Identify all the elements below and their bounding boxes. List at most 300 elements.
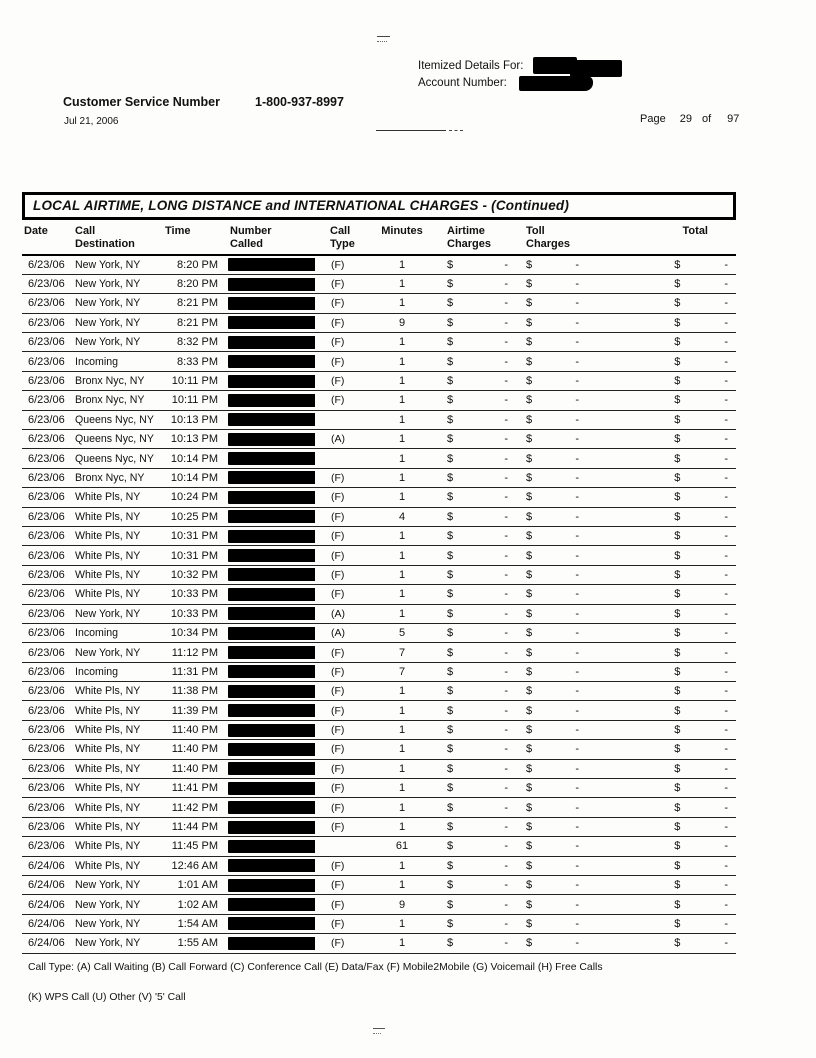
call-row <box>22 546 736 565</box>
cell-date: 6/23/06 <box>22 274 72 293</box>
call-row <box>22 274 736 293</box>
dollar-sign: $ <box>447 937 454 950</box>
redacted-phone-number <box>228 898 315 911</box>
dollar-sign: $ <box>674 782 681 795</box>
dollar-sign: $ <box>674 375 681 388</box>
cell-air-charge <box>437 468 522 487</box>
cell-minutes: 4 <box>367 507 437 526</box>
dollar-sign: $ <box>447 394 454 407</box>
dollar-sign: $ <box>674 704 681 717</box>
cell-toll-charge <box>522 371 607 390</box>
cell-toll-charge <box>522 410 607 429</box>
cell-call-destination: Queens Nyc, NY <box>72 449 160 468</box>
redacted-customer-name <box>570 60 622 77</box>
cell-air-charge <box>437 759 522 778</box>
cell-number-called <box>220 546 315 565</box>
charge-value: - <box>504 278 508 291</box>
charge-value: - <box>504 821 508 834</box>
dollar-sign: $ <box>526 801 533 814</box>
cell-date: 6/23/06 <box>22 526 72 545</box>
cell-total-charge <box>607 546 736 565</box>
dollar-sign: $ <box>526 278 533 291</box>
dollar-sign: $ <box>447 549 454 562</box>
redacted-phone-number <box>228 530 315 543</box>
cell-number-called <box>220 313 315 332</box>
cell-minutes: 7 <box>367 643 437 662</box>
charge-value: - <box>504 607 508 620</box>
cell-toll-charge <box>522 779 607 798</box>
cell-number-called <box>220 759 315 778</box>
cell-call-destination: White Pls, NY <box>72 759 160 778</box>
cell-toll-charge <box>522 837 607 856</box>
cell-call-destination: Incoming <box>72 352 160 371</box>
cell-total-charge <box>607 914 736 933</box>
charge-value: - <box>724 782 728 795</box>
cell-minutes: 1 <box>367 934 437 953</box>
cell-total-charge <box>607 333 736 352</box>
cell-total-charge <box>607 740 736 759</box>
cell-call-destination: Bronx Nyc, NY <box>72 468 160 487</box>
charge-value: - <box>724 646 728 659</box>
charge-value: - <box>575 665 579 678</box>
cell-call-type: (F) <box>315 759 367 778</box>
cell-call-type <box>315 837 367 856</box>
cell-call-type: (F) <box>315 313 367 332</box>
charge-value: - <box>724 452 728 465</box>
cell-number-called <box>220 701 315 720</box>
charge-value: - <box>575 530 579 543</box>
charges-table-section <box>22 192 736 954</box>
redacted-phone-number <box>228 743 315 756</box>
cell-call-destination: White Pls, NY <box>72 837 160 856</box>
charge-value: - <box>724 375 728 388</box>
charge-value: - <box>504 665 508 678</box>
charge-value: - <box>724 433 728 446</box>
charge-value: - <box>575 491 579 504</box>
cell-air-charge <box>437 333 522 352</box>
cell-air-charge <box>437 585 522 604</box>
cell-total-charge <box>607 682 736 701</box>
cell-air-charge <box>437 274 522 293</box>
cell-time: 11:40 PM <box>160 740 220 759</box>
cell-minutes: 1 <box>367 274 437 293</box>
cell-toll-charge <box>522 682 607 701</box>
cell-date: 6/23/06 <box>22 255 72 274</box>
charge-value: - <box>504 724 508 737</box>
call-row <box>22 798 736 817</box>
dollar-sign: $ <box>674 724 681 737</box>
cell-toll-charge <box>522 352 607 371</box>
cell-time: 10:31 PM <box>160 526 220 545</box>
dollar-sign: $ <box>526 762 533 775</box>
redacted-phone-number <box>228 859 315 872</box>
cell-total-charge <box>607 294 736 313</box>
cell-air-charge <box>437 701 522 720</box>
cell-number-called <box>220 352 315 371</box>
cell-minutes: 61 <box>367 837 437 856</box>
cell-date: 6/23/06 <box>22 740 72 759</box>
charge-value: - <box>504 413 508 426</box>
page-of-label: of <box>701 113 712 125</box>
scan-artifact <box>373 1028 385 1029</box>
cell-minutes: 1 <box>367 856 437 875</box>
cell-call-type: (F) <box>315 294 367 313</box>
charge-value: - <box>504 704 508 717</box>
charge-value: - <box>504 859 508 872</box>
cell-call-destination: Bronx Nyc, NY <box>72 371 160 390</box>
dollar-sign: $ <box>674 355 681 368</box>
charge-value: - <box>575 452 579 465</box>
cell-time: 10:24 PM <box>160 488 220 507</box>
cell-air-charge <box>437 798 522 817</box>
cell-air-charge <box>437 662 522 681</box>
charge-value: - <box>504 316 508 329</box>
charge-value: - <box>575 937 579 950</box>
dollar-sign: $ <box>674 413 681 426</box>
charge-value: - <box>724 840 728 853</box>
cell-total-charge <box>607 798 736 817</box>
cell-minutes: 1 <box>367 526 437 545</box>
cell-air-charge <box>437 391 522 410</box>
cell-air-charge <box>437 313 522 332</box>
cell-date: 6/23/06 <box>22 798 72 817</box>
cell-toll-charge <box>522 817 607 836</box>
cell-total-charge <box>607 449 736 468</box>
charge-value: - <box>724 316 728 329</box>
cell-toll-charge <box>522 643 607 662</box>
charge-value: - <box>504 336 508 349</box>
charge-value: - <box>504 471 508 484</box>
cell-toll-charge <box>522 546 607 565</box>
cell-time: 11:38 PM <box>160 682 220 701</box>
charge-value: - <box>724 394 728 407</box>
charge-value: - <box>575 917 579 930</box>
cell-call-type: (F) <box>315 565 367 584</box>
cell-call-type: (F) <box>315 662 367 681</box>
dollar-sign: $ <box>674 297 681 310</box>
charge-value: - <box>724 859 728 872</box>
cell-air-charge <box>437 430 522 449</box>
charge-value: - <box>724 355 728 368</box>
dollar-sign: $ <box>526 568 533 581</box>
dollar-sign: $ <box>447 879 454 892</box>
cell-minutes: 1 <box>367 779 437 798</box>
cell-toll-charge <box>522 623 607 642</box>
charge-value: - <box>575 627 579 640</box>
cell-total-charge <box>607 701 736 720</box>
cell-date: 6/23/06 <box>22 333 72 352</box>
redacted-phone-number <box>228 394 315 407</box>
page-current: 29 <box>679 113 692 125</box>
redacted-phone-number <box>228 646 315 659</box>
dollar-sign: $ <box>526 316 533 329</box>
dollar-sign: $ <box>447 762 454 775</box>
cell-call-destination: New York, NY <box>72 274 160 293</box>
cell-minutes: 1 <box>367 333 437 352</box>
redacted-phone-number <box>228 627 315 640</box>
dollar-sign: $ <box>447 336 454 349</box>
cell-time: 10:13 PM <box>160 430 220 449</box>
cell-air-charge <box>437 740 522 759</box>
charge-value: - <box>724 821 728 834</box>
dollar-sign: $ <box>526 471 533 484</box>
redacted-phone-number <box>228 879 315 892</box>
cell-call-destination: White Pls, NY <box>72 546 160 565</box>
cell-number-called <box>220 876 315 895</box>
charge-value: - <box>575 568 579 581</box>
call-row <box>22 430 736 449</box>
cell-date: 6/23/06 <box>22 604 72 623</box>
dollar-sign: $ <box>674 762 681 775</box>
dollar-sign: $ <box>526 297 533 310</box>
cell-time: 11:41 PM <box>160 779 220 798</box>
cell-call-destination: White Pls, NY <box>72 526 160 545</box>
charge-value: - <box>724 762 728 775</box>
call-row <box>22 856 736 875</box>
cell-total-charge <box>607 856 736 875</box>
dollar-sign: $ <box>674 588 681 601</box>
charge-value: - <box>575 646 579 659</box>
cell-time: 11:44 PM <box>160 817 220 836</box>
dollar-sign: $ <box>526 258 533 271</box>
charge-value: - <box>504 898 508 911</box>
cell-number-called <box>220 779 315 798</box>
charge-value: - <box>575 413 579 426</box>
cell-call-type: (F) <box>315 255 367 274</box>
cell-total-charge <box>607 526 736 545</box>
cell-total-charge <box>607 604 736 623</box>
dollar-sign: $ <box>447 530 454 543</box>
cell-time: 8:21 PM <box>160 313 220 332</box>
cell-air-charge <box>437 449 522 468</box>
cell-time: 10:11 PM <box>160 371 220 390</box>
cell-time: 10:14 PM <box>160 468 220 487</box>
cell-call-destination: White Pls, NY <box>72 682 160 701</box>
cell-minutes: 1 <box>367 817 437 836</box>
cell-time: 10:31 PM <box>160 546 220 565</box>
cell-date: 6/23/06 <box>22 565 72 584</box>
cell-date: 6/23/06 <box>22 430 72 449</box>
dollar-sign: $ <box>526 355 533 368</box>
charge-value: - <box>575 394 579 407</box>
cell-call-destination: White Pls, NY <box>72 507 160 526</box>
cell-date: 6/23/06 <box>22 817 72 836</box>
cell-time: 8:20 PM <box>160 255 220 274</box>
call-row <box>22 701 736 720</box>
cell-toll-charge <box>522 701 607 720</box>
dollar-sign: $ <box>526 685 533 698</box>
charge-value: - <box>724 704 728 717</box>
redacted-phone-number <box>228 607 315 620</box>
dollar-sign: $ <box>447 859 454 872</box>
dollar-sign: $ <box>447 588 454 601</box>
dollar-sign: $ <box>526 375 533 388</box>
cell-number-called <box>220 526 315 545</box>
cell-date: 6/23/06 <box>22 662 72 681</box>
cell-toll-charge <box>522 294 607 313</box>
dollar-sign: $ <box>447 665 454 678</box>
cell-call-destination: White Pls, NY <box>72 720 160 739</box>
cell-minutes: 1 <box>367 798 437 817</box>
dollar-sign: $ <box>674 568 681 581</box>
cell-call-destination: Queens Nyc, NY <box>72 410 160 429</box>
cell-time: 8:21 PM <box>160 294 220 313</box>
call-row <box>22 333 736 352</box>
table-header-row <box>22 223 736 255</box>
call-row <box>22 352 736 371</box>
cell-total-charge <box>607 507 736 526</box>
dollar-sign: $ <box>674 258 681 271</box>
cell-time: 1:54 AM <box>160 914 220 933</box>
cell-minutes: 1 <box>367 759 437 778</box>
cell-total-charge <box>607 352 736 371</box>
cell-call-type: (F) <box>315 701 367 720</box>
cell-time: 1:55 AM <box>160 934 220 953</box>
cell-minutes: 1 <box>367 371 437 390</box>
col-header-dest: Call Destination <box>72 223 160 255</box>
cell-number-called <box>220 837 315 856</box>
dollar-sign: $ <box>447 297 454 310</box>
redacted-phone-number <box>228 297 315 310</box>
dollar-sign: $ <box>674 627 681 640</box>
cell-toll-charge <box>522 565 607 584</box>
dollar-sign: $ <box>674 743 681 756</box>
cell-number-called <box>220 449 315 468</box>
cell-air-charge <box>437 643 522 662</box>
cell-minutes: 1 <box>367 604 437 623</box>
cell-date: 6/23/06 <box>22 585 72 604</box>
cell-date: 6/24/06 <box>22 876 72 895</box>
cell-date: 6/24/06 <box>22 914 72 933</box>
cell-toll-charge <box>522 662 607 681</box>
call-row <box>22 391 736 410</box>
cell-date: 6/23/06 <box>22 468 72 487</box>
cell-number-called <box>220 643 315 662</box>
cell-number-called <box>220 798 315 817</box>
table-title: LOCAL AIRTIME, LONG DISTANCE and INTERNATIONAL CHARGES - (Continued) <box>22 192 736 220</box>
charge-value: - <box>724 413 728 426</box>
dollar-sign: $ <box>447 375 454 388</box>
dollar-sign: $ <box>447 743 454 756</box>
charge-value: - <box>504 588 508 601</box>
cell-time: 12:46 AM <box>160 856 220 875</box>
cell-call-type: (F) <box>315 876 367 895</box>
cell-call-destination: White Pls, NY <box>72 740 160 759</box>
customer-service-line <box>63 95 344 109</box>
cell-date: 6/23/06 <box>22 623 72 642</box>
cell-air-charge <box>437 720 522 739</box>
call-row <box>22 526 736 545</box>
dollar-sign: $ <box>526 821 533 834</box>
charge-value: - <box>575 879 579 892</box>
cell-total-charge <box>607 623 736 642</box>
cell-air-charge <box>437 876 522 895</box>
dollar-sign: $ <box>674 646 681 659</box>
charge-value: - <box>575 898 579 911</box>
account-number-label: Account Number: <box>418 77 507 89</box>
charge-value: - <box>724 297 728 310</box>
scan-artifact <box>377 41 387 42</box>
cell-call-type: (F) <box>315 740 367 759</box>
cell-minutes: 1 <box>367 294 437 313</box>
redacted-phone-number <box>228 588 315 601</box>
cell-minutes: 1 <box>367 914 437 933</box>
cell-minutes: 1 <box>367 740 437 759</box>
charge-value: - <box>504 685 508 698</box>
charge-value: - <box>575 297 579 310</box>
cell-air-charge <box>437 526 522 545</box>
cell-call-type: (F) <box>315 895 367 914</box>
col-header-date: Date <box>22 223 72 255</box>
call-row <box>22 585 736 604</box>
cell-number-called <box>220 410 315 429</box>
dollar-sign: $ <box>674 394 681 407</box>
scan-artifact <box>377 36 390 37</box>
cell-time: 10:11 PM <box>160 391 220 410</box>
dollar-sign: $ <box>447 704 454 717</box>
cell-toll-charge <box>522 934 607 953</box>
cell-toll-charge <box>522 895 607 914</box>
cell-toll-charge <box>522 274 607 293</box>
cell-time: 11:42 PM <box>160 798 220 817</box>
dollar-sign: $ <box>447 491 454 504</box>
dollar-sign: $ <box>447 917 454 930</box>
cell-toll-charge <box>522 449 607 468</box>
cell-date: 6/23/06 <box>22 643 72 662</box>
cell-time: 11:40 PM <box>160 720 220 739</box>
charge-value: - <box>724 898 728 911</box>
cell-call-type: (F) <box>315 682 367 701</box>
dollar-sign: $ <box>447 316 454 329</box>
cell-time: 11:31 PM <box>160 662 220 681</box>
cell-minutes: 1 <box>367 720 437 739</box>
dollar-sign: $ <box>674 510 681 523</box>
cell-call-destination: New York, NY <box>72 914 160 933</box>
charge-value: - <box>575 375 579 388</box>
dollar-sign: $ <box>447 471 454 484</box>
cell-time: 10:14 PM <box>160 449 220 468</box>
dollar-sign: $ <box>526 549 533 562</box>
cell-call-destination: New York, NY <box>72 333 160 352</box>
charge-value: - <box>724 724 728 737</box>
cell-date: 6/23/06 <box>22 391 72 410</box>
cell-call-type: (F) <box>315 934 367 953</box>
cell-toll-charge <box>522 526 607 545</box>
redacted-phone-number <box>228 704 315 717</box>
redacted-phone-number <box>228 549 315 562</box>
charge-value: - <box>504 258 508 271</box>
cell-total-charge <box>607 488 736 507</box>
redacted-phone-number <box>228 258 315 271</box>
call-row <box>22 876 736 895</box>
charge-value: - <box>504 782 508 795</box>
dollar-sign: $ <box>526 743 533 756</box>
charge-value: - <box>575 724 579 737</box>
call-row <box>22 643 736 662</box>
cell-number-called <box>220 507 315 526</box>
charge-value: - <box>724 879 728 892</box>
cell-date: 6/23/06 <box>22 837 72 856</box>
cell-air-charge <box>437 488 522 507</box>
cell-toll-charge <box>522 759 607 778</box>
cell-air-charge <box>437 294 522 313</box>
redacted-phone-number <box>228 840 315 853</box>
cell-minutes: 1 <box>367 255 437 274</box>
cell-date: 6/23/06 <box>22 546 72 565</box>
redacted-phone-number <box>228 316 315 329</box>
cell-time: 8:33 PM <box>160 352 220 371</box>
charge-value: - <box>724 685 728 698</box>
